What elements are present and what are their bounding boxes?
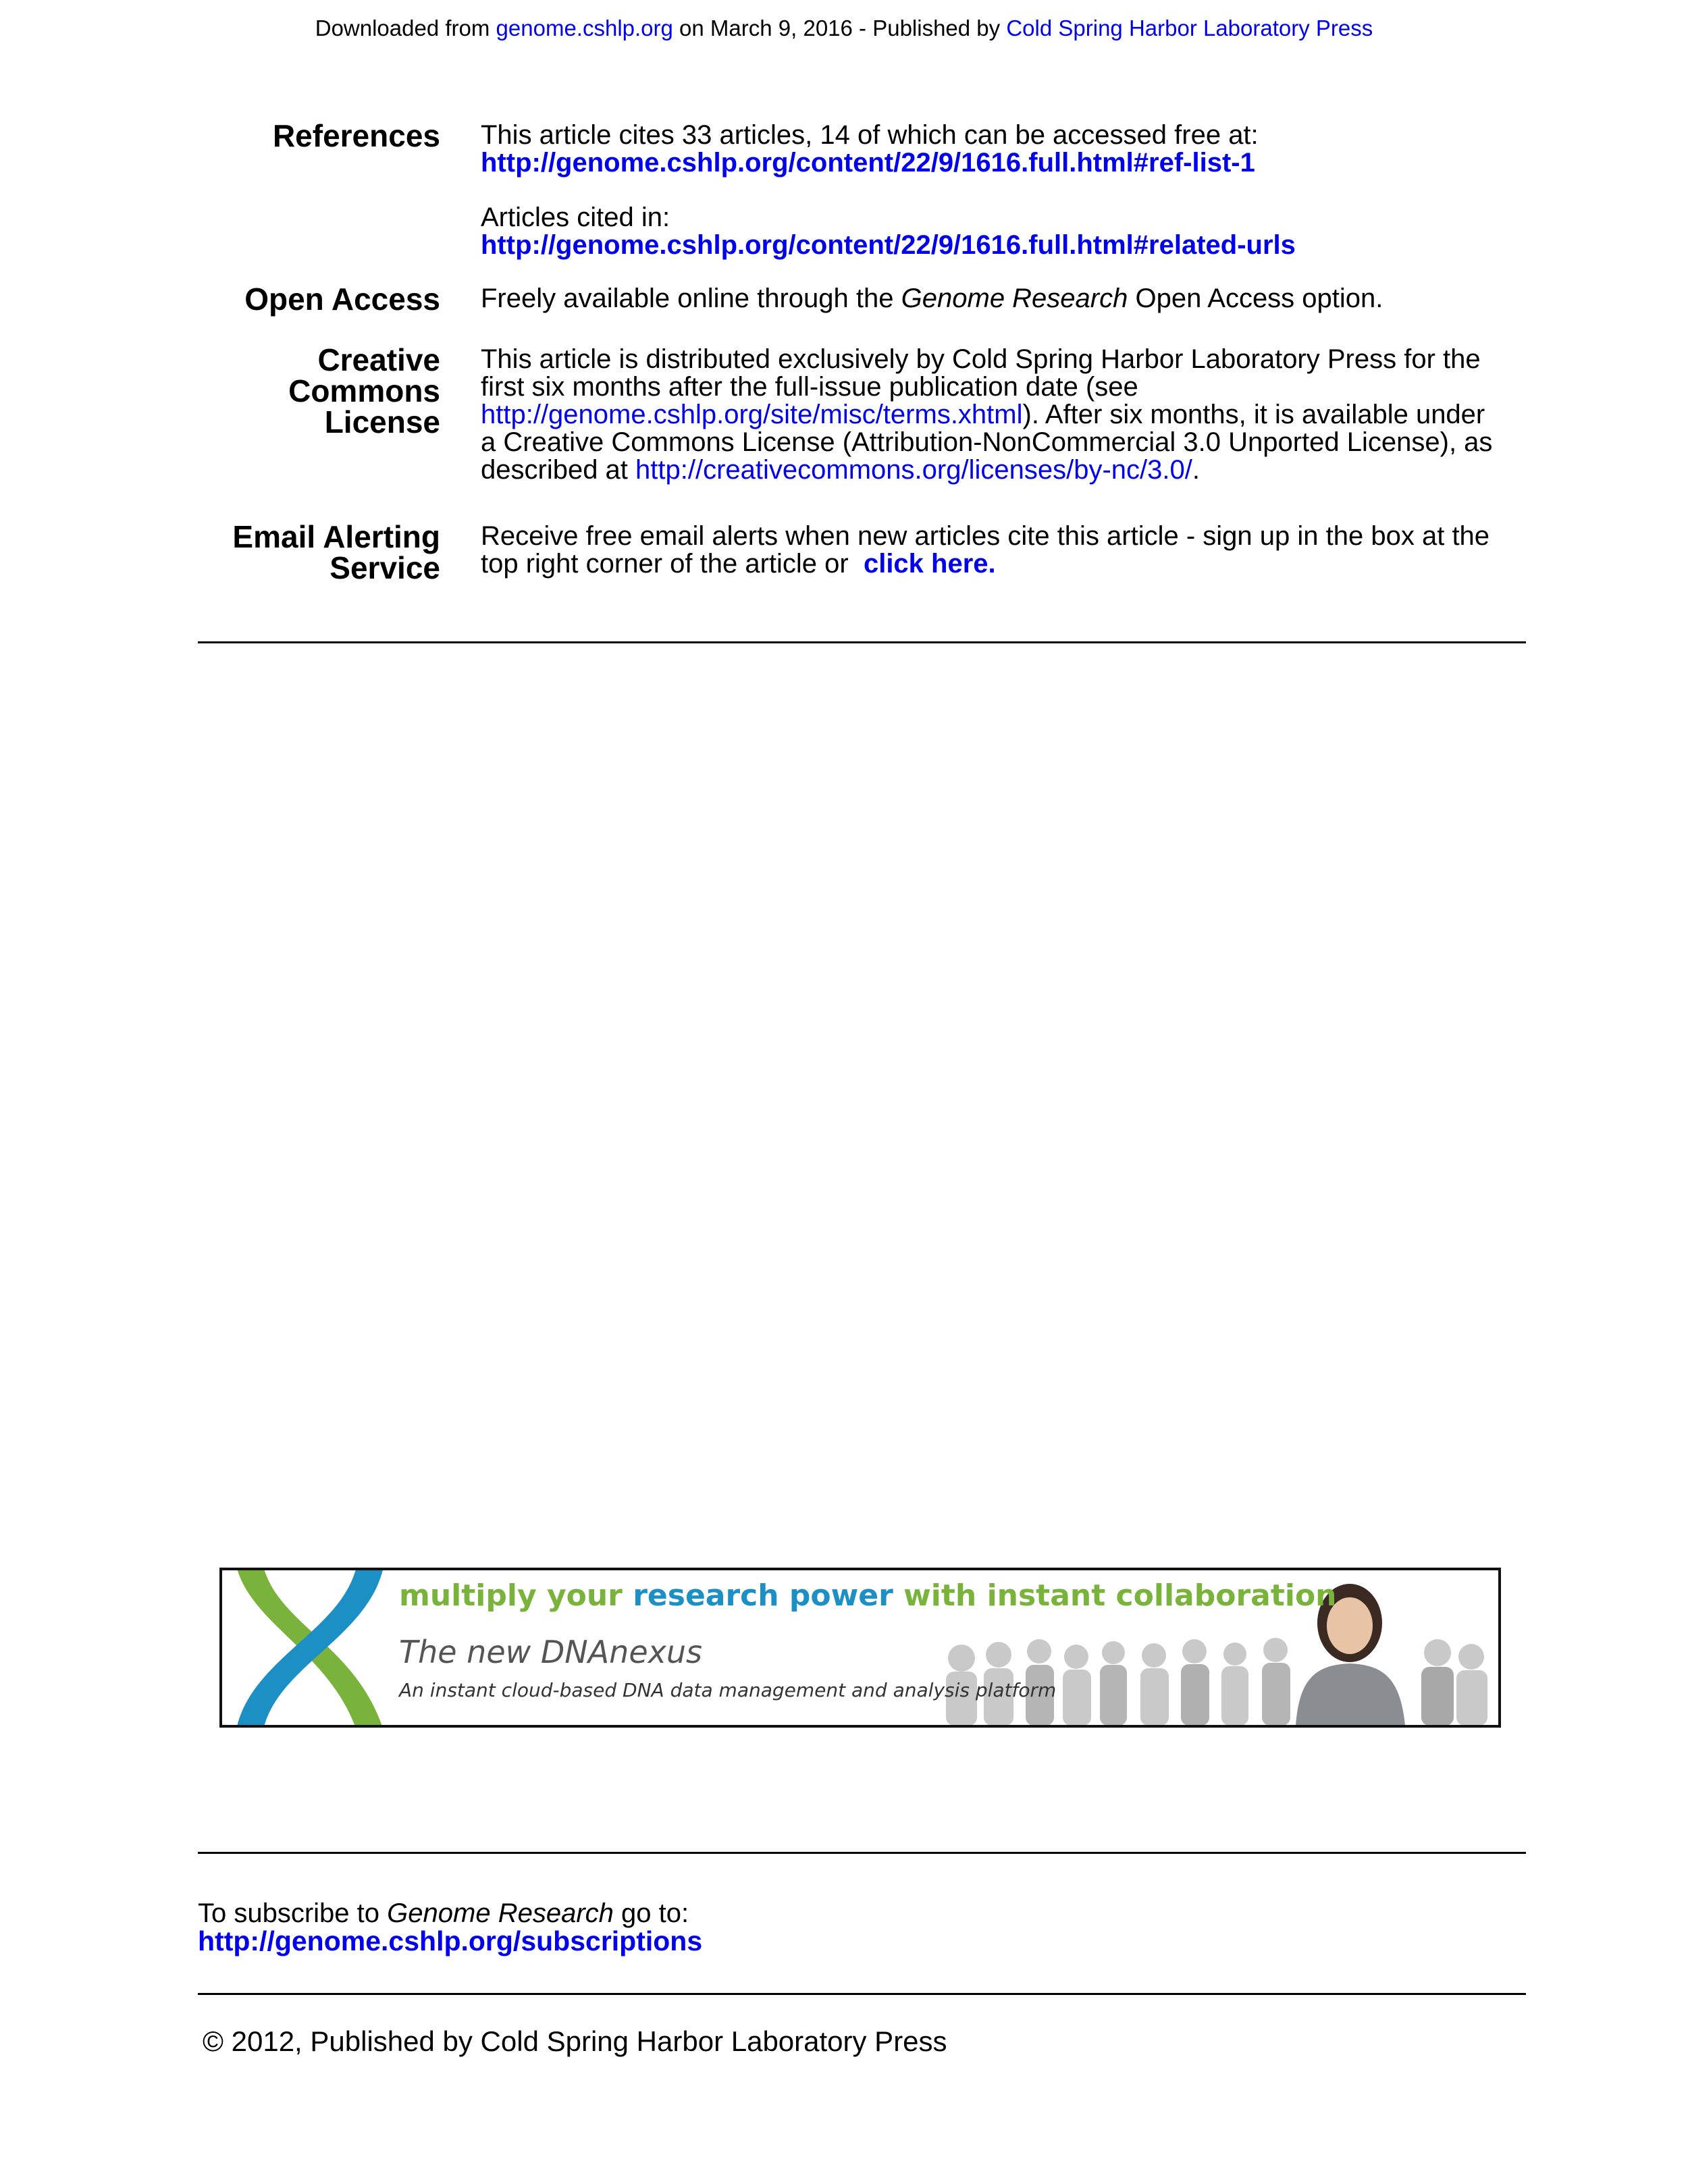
open-access-text <box>481 285 1534 313</box>
email-line1: Receive free email alerts when new articles cite this article - sign up in the box at the <box>481 521 1490 551</box>
download-notice <box>0 14 1688 43</box>
ref-list-link[interactable]: http://genome.cshlp.org/content/22/9/1616.full.html#ref-list-1 <box>481 148 1255 178</box>
download-middle: on March 9, 2016 - Published by <box>679 16 1001 41</box>
license-period: . <box>1192 455 1200 485</box>
license-line2: first six months after the full-issue publication date (see <box>481 372 1138 402</box>
divider-top <box>198 641 1526 643</box>
email-alert-label <box>196 521 440 583</box>
subscribe-text-before: To subscribe to <box>198 1898 380 1928</box>
references-cites-text: This article cites 33 articles, 14 of which can be accessed free at: <box>481 120 1259 150</box>
email-line2: top right corner of the article or <box>481 549 849 579</box>
terms-link[interactable]: http://genome.cshlp.org/site/misc/terms.xhtml <box>481 400 1023 429</box>
open-access-label: Open Access <box>244 282 440 317</box>
license-line1: This article is distributed exclusively by Cold Spring Harbor Laboratory Press for the <box>481 344 1481 374</box>
email-label-line1: Email Alerting <box>232 519 440 554</box>
banner-word-research: research power <box>633 1578 893 1613</box>
banner-word-multiply: multiply your <box>399 1578 623 1613</box>
license-line4: a Creative Commons License (Attribution-NonCommercial 3.0 Unported License), as <box>481 427 1493 457</box>
divider-bottom <box>198 1993 1526 1995</box>
email-label-line2: Service <box>329 550 440 585</box>
license-label-line1: Creative <box>317 342 440 377</box>
open-access-text-before: Freely available online through the <box>481 284 894 313</box>
license-label <box>196 342 440 440</box>
email-alert-text <box>481 523 1534 578</box>
copyright-notice: © 2012, Published by Cold Spring Harbor Laboratory Press <box>203 2025 947 2057</box>
license-text <box>481 346 1534 484</box>
cc-license-link[interactable]: http://creativecommons.org/licenses/by-nc/3.0/ <box>635 455 1192 485</box>
subscriptions-link[interactable]: http://genome.cshlp.org/subscriptions <box>198 1925 703 1956</box>
publisher-link[interactable]: Cold Spring Harbor Laboratory Press <box>1006 16 1373 41</box>
divider-middle <box>198 1852 1526 1854</box>
banner-tagline: An instant cloud-based DNA data management and analysis platform <box>399 1679 1057 1701</box>
license-label-line3: License <box>324 404 440 440</box>
subscribe-journal: Genome Research <box>387 1898 614 1928</box>
download-prefix: Downloaded from <box>315 16 490 41</box>
license-after-terms: ). After six months, it is available under <box>1022 400 1485 429</box>
license-label-line2: Commons <box>288 373 440 408</box>
cited-in-text: Articles cited in: <box>481 203 670 232</box>
subscribe-text-after: go to: <box>621 1898 689 1928</box>
open-access-text-after: Open Access option. <box>1135 284 1383 313</box>
related-urls-link[interactable]: http://genome.cshlp.org/content/22/9/1616.full.html#related-urls <box>481 230 1296 260</box>
site-link[interactable]: genome.cshlp.org <box>496 16 673 41</box>
described-at: described at <box>481 455 628 485</box>
banner-subtitle: The new DNAnexus <box>399 1634 702 1670</box>
subscribe-section <box>198 1900 702 1956</box>
click-here-link[interactable]: click here. <box>863 549 996 579</box>
journal-name: Genome Research <box>901 284 1128 313</box>
banner-headline <box>399 1578 1337 1613</box>
dna-helix-icon <box>236 1570 384 1725</box>
references-label: References <box>272 118 440 153</box>
banner-graphic <box>222 1570 1498 1725</box>
dnanexus-banner[interactable] <box>219 1568 1501 1728</box>
banner-word-with: with instant collaboration <box>903 1578 1337 1613</box>
